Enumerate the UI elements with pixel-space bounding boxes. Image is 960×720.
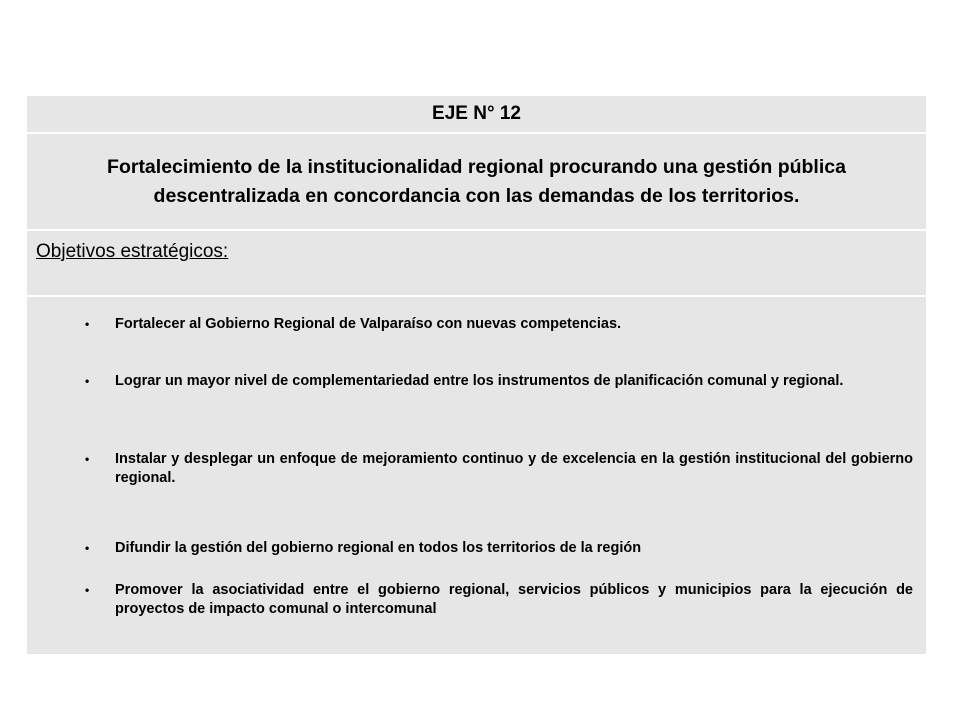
bullet-icon: • [85, 541, 90, 555]
objective-item [85, 450, 913, 488]
objective-item [85, 581, 913, 619]
eje-title-row [27, 134, 926, 231]
eje-title: Fortalecimiento de la institucionalidad regional procurando una gestión pública descentralizada en concordancia con las demandas de los territorios. [107, 155, 846, 207]
objective-item [85, 315, 913, 334]
bullet-icon: • [85, 583, 90, 597]
eje-label: EJE N° 12 [432, 103, 521, 124]
bullet-icon: • [85, 317, 90, 331]
objective-text: Instalar y desplegar un enfoque de mejoramiento continuo y de excelencia en la gestión institucional del gobierno regional. [115, 451, 913, 486]
objective-item [85, 372, 913, 391]
objective-item [85, 539, 913, 558]
objective-text: Lograr un mayor nivel de complementariedad entre los instrumentos de planificación comunal y regional. [115, 373, 844, 389]
eje-header-row [27, 96, 926, 134]
objective-text: Promover la asociatividad entre el gobierno regional, servicios públicos y municipios para la ejecución de proyectos de impacto comunal o intercomunal [115, 582, 913, 617]
objective-text: Difundir la gestión del gobierno regional en todos los territorios de la región [115, 540, 642, 556]
eje-table [27, 96, 926, 654]
objectives-header-row [27, 231, 926, 297]
objectives-header: Objetivos estratégicos: [36, 241, 229, 262]
bullet-icon: • [85, 374, 90, 388]
objectives-list [27, 297, 926, 654]
bullet-icon: • [85, 452, 90, 466]
objective-text: Fortalecer al Gobierno Regional de Valparaíso con nuevas competencias. [115, 316, 622, 332]
